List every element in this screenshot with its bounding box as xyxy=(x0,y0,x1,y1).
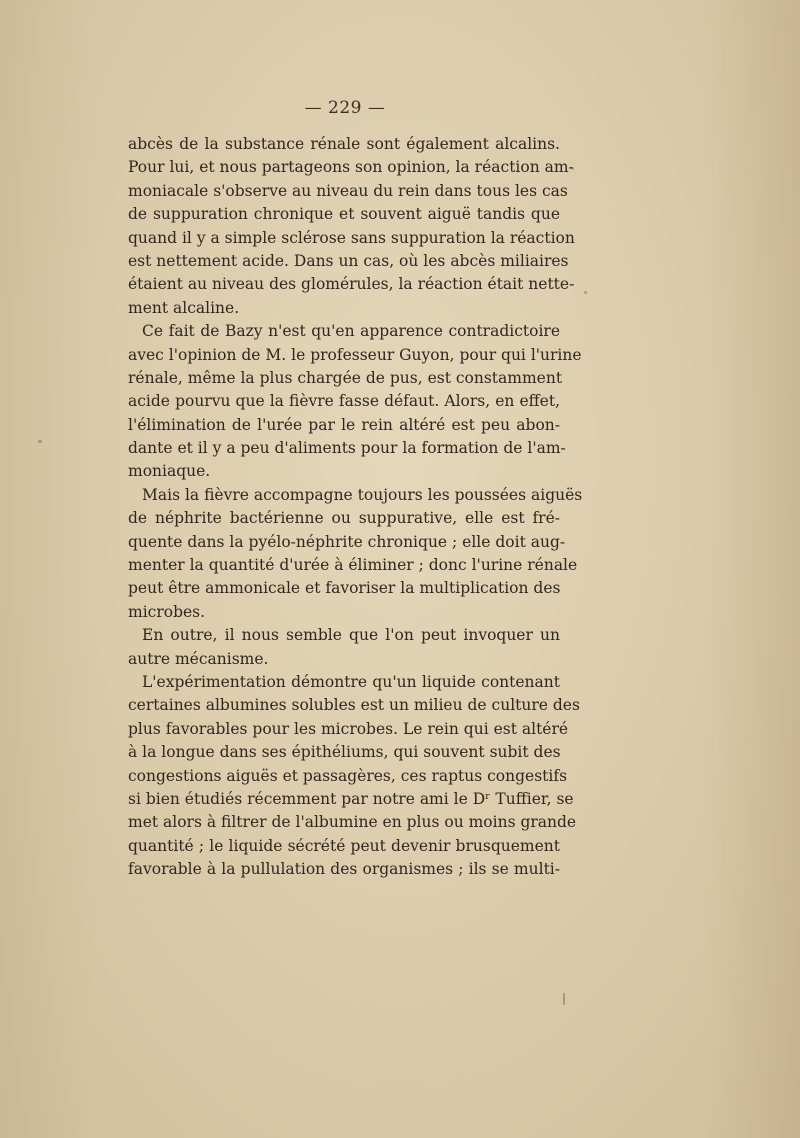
text-line: quente dans la pyélo-néphrite chronique ; elle doit aug- xyxy=(128,532,566,551)
text-line: dante et il y a peu d'aliments pour la formation de l'am- xyxy=(128,439,566,458)
text-line: ment alcaline. xyxy=(128,298,240,317)
paper-speck xyxy=(563,993,565,1005)
text-line: Mais la fièvre accompagne toujours les poussées aiguës xyxy=(142,485,583,504)
text-line: moniaque. xyxy=(128,462,211,481)
text-line: de néphrite bactérienne ou suppurative, elle est fré- xyxy=(128,509,560,528)
text-line: Ce fait de Bazy n'est qu'en apparence contradictoire xyxy=(142,322,560,341)
text-line: si bien étudiés récemment par notre ami le Dʳ Tuffier, se xyxy=(128,789,574,808)
text-line: de suppuration chronique et souvent aiguë tandis que xyxy=(128,205,560,224)
text-line: autre mécanisme. xyxy=(128,649,269,668)
text-line: moniacale s'observe au niveau du rein dans tous les cas xyxy=(128,181,568,200)
text-line: à la longue dans ses épithéliums, qui souvent subit des xyxy=(128,743,561,762)
text-line: favorable à la pullulation des organismes ; ils se multi- xyxy=(128,860,560,879)
text-line: étaient au niveau des glomérules, la réaction était nette- xyxy=(128,275,575,294)
paper-speck xyxy=(572,168,574,170)
text-line: met alors à filtrer de l'albumine en plus ou moins grande xyxy=(128,813,577,832)
text-line: quantité ; le liquide sécrété peut devenir brusquement xyxy=(128,836,560,855)
text-line: plus favorables pour les microbes. Le rein qui est altéré xyxy=(128,719,569,738)
paper-speck xyxy=(584,291,587,294)
text-line: est nettement acide. Dans un cas, où les abcès miliaires xyxy=(128,251,569,270)
text-line: rénale, même la plus chargée de pus, est constamment xyxy=(128,368,563,387)
text-line: L'expérimentation démontre qu'un liquide contenant xyxy=(142,672,560,691)
text-line: Pour lui, et nous partageons son opinion, la réaction am- xyxy=(128,158,574,177)
text-line: menter la quantité d'urée à éliminer ; donc l'urine rénale xyxy=(128,556,578,575)
text-line: peut être ammonicale et favoriser la multiplication des xyxy=(128,579,561,598)
paper-speck xyxy=(38,440,42,443)
text-line: quand il y a simple sclérose sans suppuration la réaction xyxy=(128,228,575,247)
body-text xyxy=(128,133,583,882)
text-line: microbes. xyxy=(128,602,206,621)
text-line: En outre, il nous semble que l'on peut invoquer un xyxy=(142,626,560,645)
text-line: acide pourvu que la fièvre fasse défaut. Alors, en effet, xyxy=(128,392,560,411)
text-line: avec l'opinion de M. le professeur Guyon, pour qui l'urine xyxy=(128,345,582,364)
text-line: congestions aiguës et passagères, ces raptus congestifs xyxy=(128,766,568,785)
text-line: abcès de la substance rénale sont également alcalins. xyxy=(128,135,560,153)
text-line: certaines albumines solubles est un milieu de culture des xyxy=(128,696,580,715)
page-number: — 229 — xyxy=(304,98,386,118)
text-line: l'élimination de l'urée par le rein altéré est peu abon- xyxy=(128,415,560,434)
